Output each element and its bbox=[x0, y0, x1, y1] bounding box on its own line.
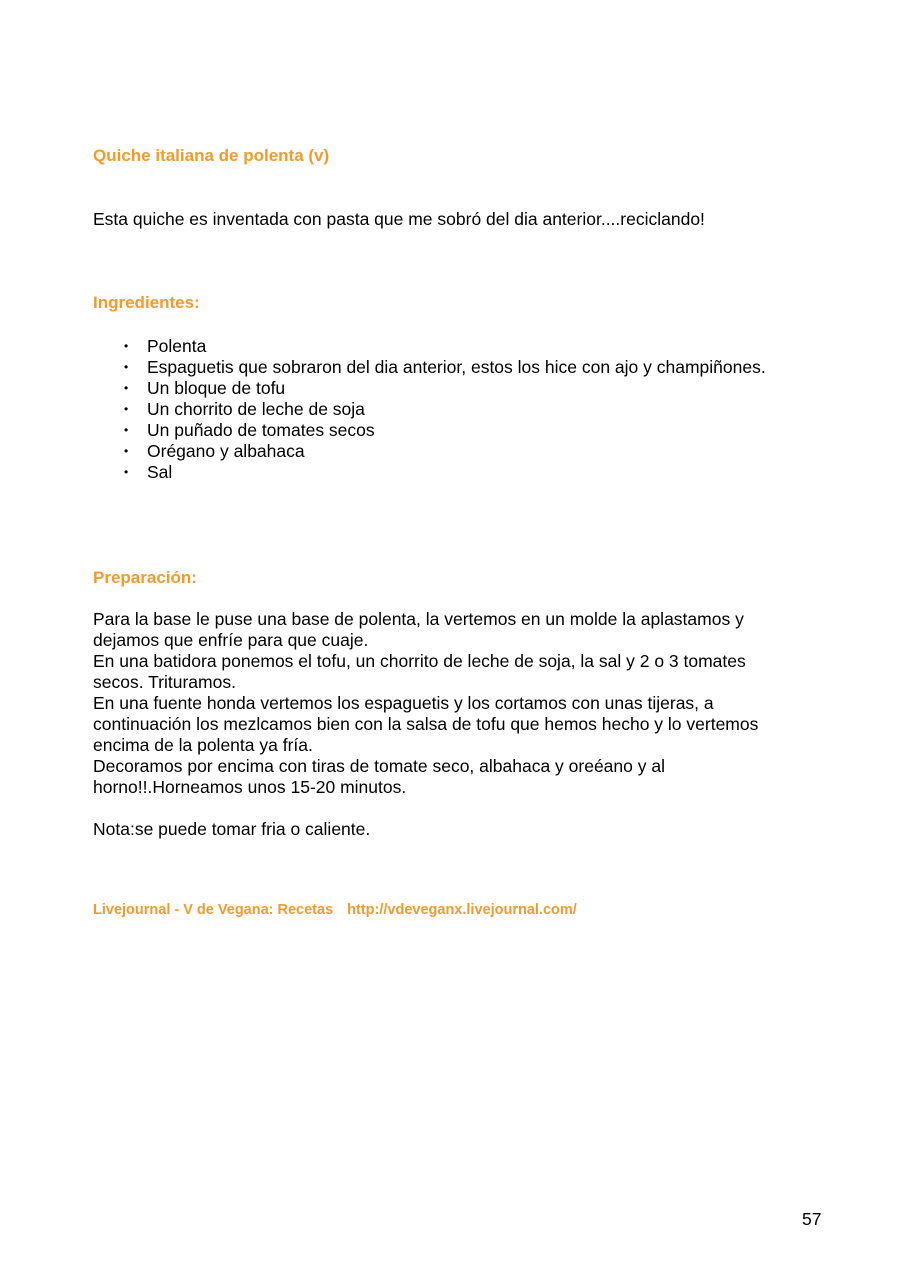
recipe-title: Quiche italiana de polenta (v) bbox=[93, 146, 330, 165]
preparation-line: En una fuente honda vertemos los espaguetis y los cortamos con unas tijeras, a bbox=[93, 693, 714, 713]
bullet-icon: • bbox=[124, 339, 129, 353]
preparation-line: encima de la polenta ya fría. bbox=[93, 735, 313, 755]
bullet-icon: • bbox=[124, 402, 129, 416]
list-item bbox=[121, 441, 766, 462]
preparation-line: Para la base le puse una base de polenta, la vertemos en un molde la aplastamos y bbox=[93, 609, 744, 629]
ingredient-text: Sal bbox=[147, 462, 173, 482]
source-url-link[interactable]: http://vdeveganx.livejournal.com/ bbox=[347, 902, 577, 918]
list-item bbox=[121, 420, 766, 441]
ingredient-text: Espaguetis que sobraron del dia anterior, estos los hice con ajo y champiñones. bbox=[147, 357, 766, 377]
preparation-spacer bbox=[93, 798, 813, 819]
preparation-note: Nota:se puede tomar fria o caliente. bbox=[93, 819, 371, 839]
ingredient-text: Polenta bbox=[147, 336, 207, 356]
list-item bbox=[121, 336, 766, 357]
ingredient-text: Orégano y albahaca bbox=[147, 441, 305, 461]
list-item bbox=[121, 378, 766, 399]
ingredients-list bbox=[121, 336, 766, 483]
preparation-line: horno!!.Horneamos unos 15-20 minutos. bbox=[93, 777, 407, 797]
preparation-line: En una batidora ponemos el tofu, un chorrito de leche de soja, la sal y 2 o 3 tomates bbox=[93, 651, 746, 671]
preparation-line: dejamos que enfríe para que cuaje. bbox=[93, 630, 369, 650]
recipe-intro: Esta quiche es inventada con pasta que me sobró del dia anterior....reciclando! bbox=[93, 209, 705, 229]
preparation-line: continuación los mezlcamos bien con la salsa de tofu que hemos hecho y lo vertemos bbox=[93, 714, 759, 734]
bullet-icon: • bbox=[124, 360, 129, 374]
preparation-text bbox=[93, 609, 813, 840]
bullet-icon: • bbox=[124, 444, 129, 458]
ingredient-text: Un chorrito de leche de soja bbox=[147, 399, 365, 419]
source-footer bbox=[93, 902, 577, 918]
preparation-line: secos. Trituramos. bbox=[93, 672, 236, 692]
list-item bbox=[121, 357, 766, 378]
ingredient-text: Un puñado de tomates secos bbox=[147, 420, 375, 440]
list-item bbox=[121, 399, 766, 420]
bullet-icon: • bbox=[124, 465, 129, 479]
preparation-heading: Preparación: bbox=[93, 568, 197, 587]
list-item bbox=[121, 462, 766, 483]
preparation-line: Decoramos por encima con tiras de tomate seco, albahaca y oreéano y al bbox=[93, 756, 665, 776]
page-number: 57 bbox=[802, 1209, 822, 1229]
bullet-icon: • bbox=[124, 381, 129, 395]
bullet-icon: • bbox=[124, 423, 129, 437]
ingredient-text: Un bloque de tofu bbox=[147, 378, 286, 398]
ingredients-heading: Ingredientes: bbox=[93, 293, 200, 312]
source-name: Livejournal - V de Vegana: Recetas bbox=[93, 902, 334, 918]
